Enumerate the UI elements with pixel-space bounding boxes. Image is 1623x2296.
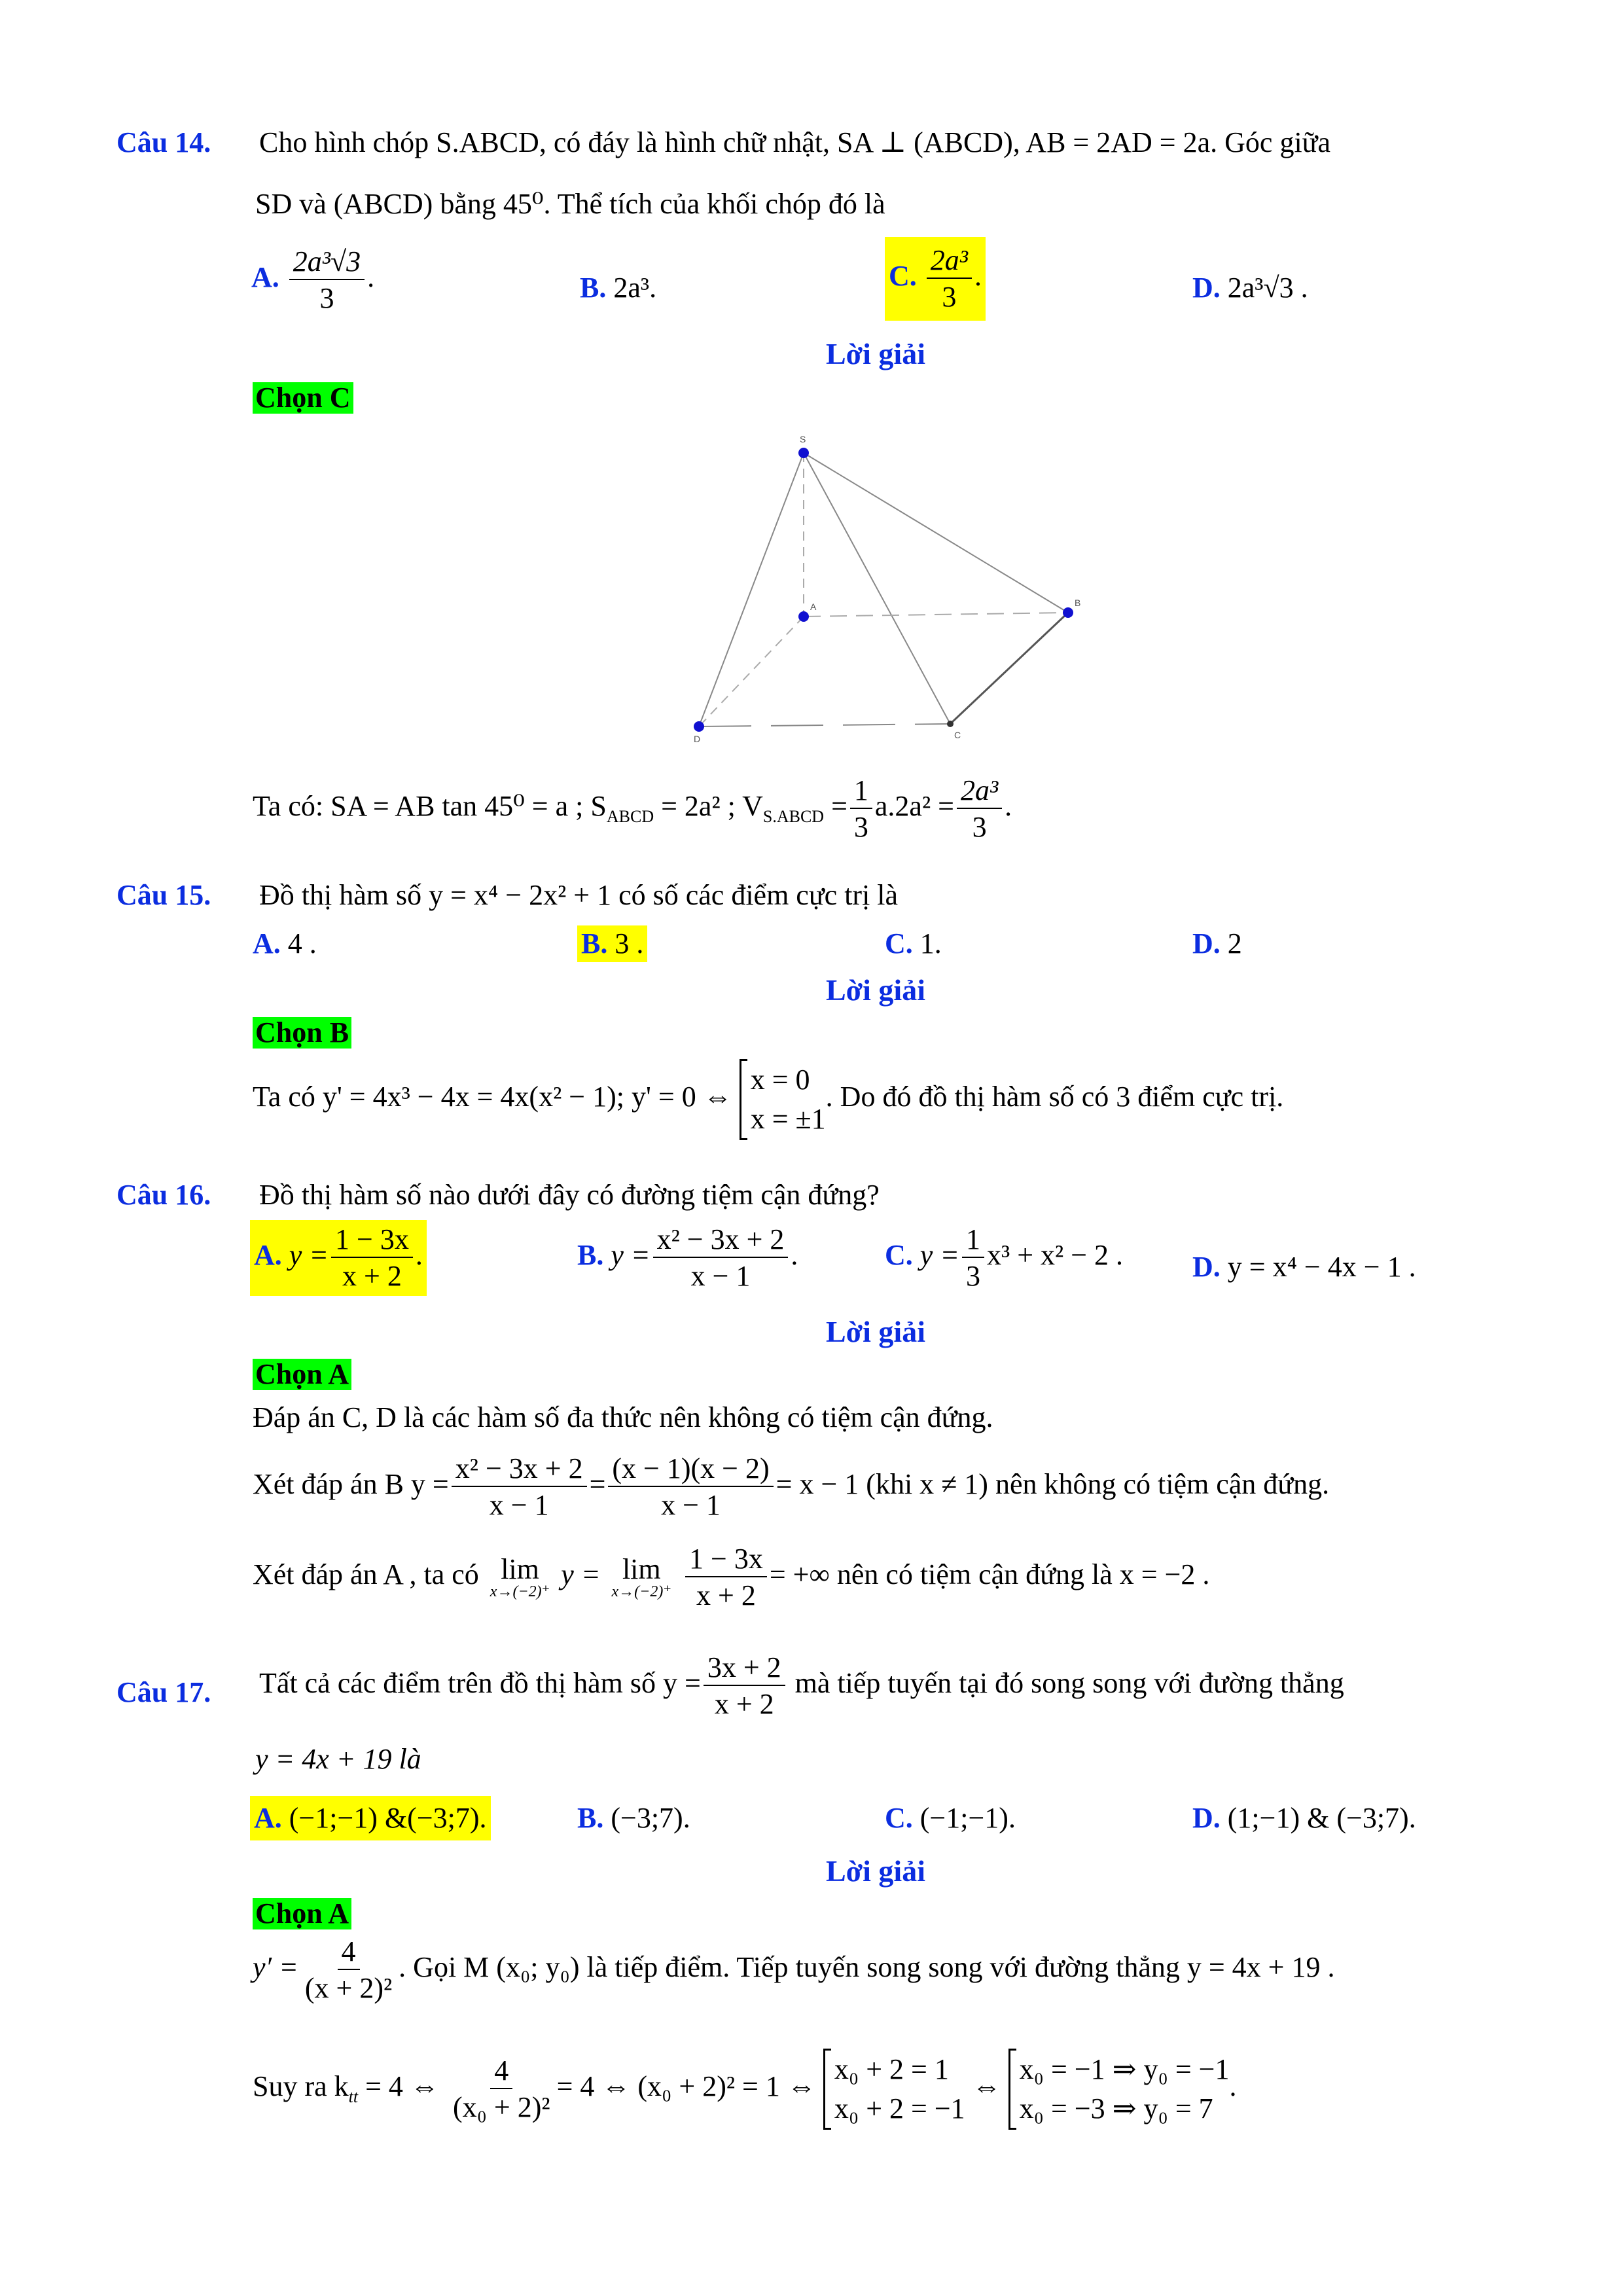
fraction-denominator: 3	[942, 281, 957, 313]
option-a-label: A.	[254, 1802, 282, 1834]
label-s: S	[800, 434, 806, 444]
fraction-numerator: 2a³	[927, 246, 972, 279]
edge-sb	[804, 453, 1068, 613]
label-d: D	[694, 734, 701, 744]
question-15-label: Câu 15.	[116, 879, 211, 911]
option-d-value: y = x⁴ − 4x − 1 .	[1227, 1251, 1416, 1283]
working-text: y =	[561, 1558, 601, 1591]
option-c-value: (−1;−1).	[919, 1802, 1016, 1834]
working-text: = 4 ⇔	[358, 2070, 439, 2103]
working-text: Ta có y' = 4x³ − 4x = 4x(x² − 1); y' = 0 ⇔	[253, 1081, 732, 1113]
case-item: x₀ + 2 = 1	[834, 2053, 949, 2085]
option-a-fraction	[331, 1225, 413, 1291]
q15-working	[253, 1059, 1283, 1140]
point-s	[798, 448, 809, 458]
fraction-numerator: 3x + 2	[704, 1653, 785, 1686]
limit	[490, 1555, 550, 1600]
option-d-label: D.	[1192, 1802, 1221, 1834]
option-b-label: B.	[577, 1239, 604, 1272]
working-text: = 4 ⇔ (x₀ + 2)² = 1 ⇔	[556, 2070, 816, 2103]
fraction-numerator: 1	[850, 776, 872, 809]
q14-chosen-answer: Chọn C	[253, 382, 353, 414]
working-text: = +∞ nên có tiệm cận đứng là x = −2 .	[769, 1558, 1210, 1591]
q17-option-d	[1192, 1804, 1416, 1833]
case-item: x = ±1	[750, 1103, 826, 1135]
q14-option-a: A. $\frac{\text{2a³√3}}{3}$ .	[251, 245, 375, 314]
q16-explanation-line2	[253, 1454, 1329, 1520]
option-b-value: 2a³.	[613, 272, 657, 304]
edge-dc	[699, 724, 950, 726]
fraction-denominator: 3	[966, 1260, 981, 1292]
fraction	[301, 1937, 396, 2003]
case-bracket	[740, 1059, 826, 1140]
option-a-value: (−1;−1) &(−3;7).	[289, 1802, 487, 1834]
working-text: a.2a² =	[874, 790, 954, 823]
option-a-fraction	[289, 247, 365, 313]
working-text: =	[824, 790, 847, 823]
option-b-value: 3 .	[615, 927, 644, 960]
working-text: Xét đáp án A , ta có	[253, 1558, 479, 1591]
question-16-text: Đồ thị hàm số nào dưới đây có đường tiệm cận đứng?	[259, 1179, 880, 1211]
working-text: . Gọi M (x₀; y₀) là tiếp điểm. Tiếp tuyến song song với đường thẳng y = 4x + 19 .	[399, 1951, 1335, 1984]
q17-option-a-correct	[250, 1796, 491, 1840]
option-a-label: A.	[253, 927, 281, 960]
q14-option-d	[1192, 274, 1308, 302]
working-text: . Do đó đồ thị hàm số có 3 điểm cực trị.	[825, 1081, 1284, 1113]
working-text: Xét đáp án B y =	[253, 1468, 449, 1501]
case-item: x = 0	[750, 1064, 810, 1096]
fraction-denominator: 3	[972, 811, 987, 843]
fraction	[452, 1454, 587, 1520]
fraction	[685, 1545, 767, 1610]
question-16-label: Câu 16.	[116, 1179, 211, 1211]
working-text: Ta có: SA = AB tan 45⁰ = a ; S	[253, 790, 607, 823]
fraction-denominator: x + 2	[714, 1688, 774, 1720]
fraction-denominator: x − 1	[661, 1489, 721, 1521]
option-c-label: C.	[885, 1802, 913, 1834]
q17-working-line1	[253, 1937, 1335, 2003]
question-14-label: Câu 14.	[116, 126, 211, 158]
q17-option-c	[885, 1804, 1016, 1833]
case-item: x₀ = −1 ⇒ y₀ = −1	[1019, 2053, 1230, 2085]
fraction-denominator: (x₀ + 2)²	[452, 2091, 550, 2123]
fraction-numerator: x² − 3x + 2	[452, 1454, 587, 1487]
working-text: = x − 1 (khi x ≠ 1) nên không có tiệm cận đứng.	[776, 1468, 1330, 1501]
working-text: ⇔	[972, 2070, 1001, 2103]
label-c: C	[954, 730, 961, 740]
option-b-prefix: y =	[611, 1239, 651, 1272]
fraction-denominator: 3	[853, 811, 868, 843]
option-b-label: B.	[580, 272, 607, 304]
option-c-label: C.	[889, 260, 917, 293]
q17-solution-heading: Lời giải	[826, 1854, 925, 1888]
fraction	[704, 1653, 785, 1719]
limit-word: lim	[622, 1553, 661, 1585]
option-c-value: 1.	[919, 927, 942, 960]
edge-cb	[950, 613, 1068, 724]
option-a-prefix: y =	[289, 1239, 329, 1272]
q15-option-c	[885, 929, 942, 958]
q16-explanation-line1: Đáp án C, D là các hàm số đa thức nên không có tiệm cận đứng.	[253, 1401, 993, 1433]
question-15-text: Đồ thị hàm số y = x⁴ − 2x² + 1 có số các điểm cực trị là	[259, 879, 899, 911]
q16-explanation-line3	[253, 1545, 1209, 1610]
fraction-denominator: x + 2	[696, 1579, 756, 1611]
fraction	[449, 2056, 554, 2122]
working-text: .	[1229, 2070, 1237, 2103]
working-text: =	[589, 1468, 606, 1501]
option-d-label: D.	[1192, 927, 1221, 960]
option-c-fraction	[927, 246, 972, 312]
option-c-prefix: y =	[919, 1239, 960, 1272]
point-c	[947, 721, 954, 727]
option-d-label: D.	[1192, 272, 1221, 304]
q14-option-b	[580, 274, 656, 302]
fraction-numerator: 1 − 3x	[331, 1225, 413, 1258]
point-b	[1063, 607, 1073, 618]
fraction-numerator: x² − 3x + 2	[653, 1225, 789, 1258]
fraction-denominator: x − 1	[690, 1260, 751, 1292]
option-d-value: 2	[1227, 927, 1242, 960]
option-a-value: 4 .	[287, 927, 317, 960]
option-d-label: D.	[1192, 1251, 1221, 1283]
option-c-fraction	[962, 1225, 984, 1291]
option-b-suffix: .	[791, 1239, 798, 1272]
working-text: = 2a² ; V	[654, 790, 763, 823]
question-text: mà tiếp tuyến tại đó song song với đường thẳng	[794, 1667, 1344, 1700]
point-a	[798, 611, 809, 622]
q16-solution-heading: Lời giải	[826, 1315, 925, 1348]
fraction	[850, 776, 872, 842]
pyramid-figure	[674, 425, 1106, 766]
subscript: ABCD	[606, 806, 654, 826]
subscript: S.ABCD	[762, 806, 825, 826]
fraction	[608, 1454, 773, 1520]
fraction-numerator: 1 − 3x	[685, 1545, 767, 1577]
q15-solution-heading: Lời giải	[826, 973, 925, 1007]
option-d-value: 2a³√3 .	[1227, 272, 1308, 304]
working-text: .	[1005, 790, 1012, 823]
fraction-numerator: (x − 1)(x − 2)	[608, 1454, 773, 1487]
limit-subscript: x→(−2)⁺	[490, 1583, 550, 1600]
fraction-numerator: 2a³	[957, 776, 1002, 809]
q15-option-b-correct	[577, 925, 647, 962]
option-c-label: C.	[885, 927, 913, 960]
q14-working	[253, 776, 1012, 842]
point-d	[694, 721, 704, 732]
working-text: y′ =	[253, 1951, 298, 1984]
label-b: B	[1075, 598, 1081, 608]
q15-chosen-answer: Chọn B	[253, 1017, 351, 1049]
fraction-numerator: 4	[338, 1937, 360, 1970]
option-c-suffix: x³ + x² − 2 .	[987, 1239, 1124, 1272]
fraction-denominator: 3	[319, 282, 334, 314]
fraction-denominator: x − 1	[489, 1489, 549, 1521]
edge-ad	[699, 617, 804, 726]
q14-solution-heading: Lời giải	[826, 337, 925, 370]
case-bracket	[1008, 2049, 1230, 2130]
limit-subscript: x→(−2)⁺	[611, 1583, 672, 1600]
subscript: tt	[348, 2087, 359, 2106]
option-a-label: A.	[254, 1239, 282, 1272]
fraction-denominator: x + 2	[342, 1260, 402, 1292]
option-b-label: B.	[581, 927, 608, 960]
option-b-label: B.	[577, 1802, 604, 1834]
limit	[612, 1555, 672, 1600]
option-b-fraction	[653, 1225, 789, 1291]
fraction	[957, 776, 1002, 842]
edge-sc	[804, 453, 950, 724]
edge-sd	[699, 453, 804, 726]
option-d-value: (1;−1) & (−3;7).	[1227, 1802, 1416, 1834]
q16-option-d	[1192, 1253, 1416, 1282]
fraction-denominator: (x + 2)²	[304, 1972, 393, 2004]
q16-chosen-answer: Chọn A	[253, 1359, 351, 1390]
q15-option-a	[253, 929, 317, 958]
question-17-text-line1	[259, 1653, 1344, 1719]
case-bracket	[823, 2049, 965, 2130]
q17-option-b	[577, 1804, 690, 1833]
q15-option-d	[1192, 929, 1242, 958]
question-14-text-line1: Cho hình chóp S.ABCD, có đáy là hình chữ nhật, SA ⊥ (ABCD), AB = 2AD = 2a. Góc giữa	[259, 126, 1331, 158]
option-b-value: (−3;7).	[611, 1802, 690, 1834]
question-17-text-line2: y = 4x + 19 là	[255, 1743, 421, 1775]
question-text: Tất cả các điểm trên đồ thị hàm số y =	[259, 1667, 701, 1700]
question-17-label: Câu 17.	[116, 1676, 211, 1708]
fraction-numerator: 2a³√3	[289, 247, 365, 280]
question-14-text-line2: SD và (ABCD) bằng 45⁰. Thể tích của khối chóp đó là	[255, 188, 885, 220]
q17-working-line2	[253, 2049, 1236, 2130]
q16-option-c	[885, 1225, 1123, 1291]
q16-option-a-correct	[250, 1220, 427, 1296]
case-item: x₀ + 2 = −1	[834, 2092, 965, 2125]
label-a: A	[810, 601, 817, 612]
q16-option-b	[577, 1225, 798, 1291]
limit-word: lim	[501, 1553, 539, 1585]
case-item: x₀ = −3 ⇒ y₀ = 7	[1019, 2092, 1213, 2125]
option-a-label: A.	[251, 261, 279, 294]
option-c-label: C.	[885, 1239, 913, 1272]
q17-chosen-answer: Chọn A	[253, 1898, 351, 1929]
edge-ab	[804, 613, 1068, 617]
working-text: Suy ra k	[253, 2070, 349, 2103]
q14-option-c-correct: C. $\frac{\text{2a³}}{3}$ .	[885, 237, 986, 321]
option-a-suffix: .	[415, 1239, 423, 1272]
fraction-numerator: 4	[490, 2056, 512, 2089]
fraction-numerator: 1	[962, 1225, 984, 1258]
